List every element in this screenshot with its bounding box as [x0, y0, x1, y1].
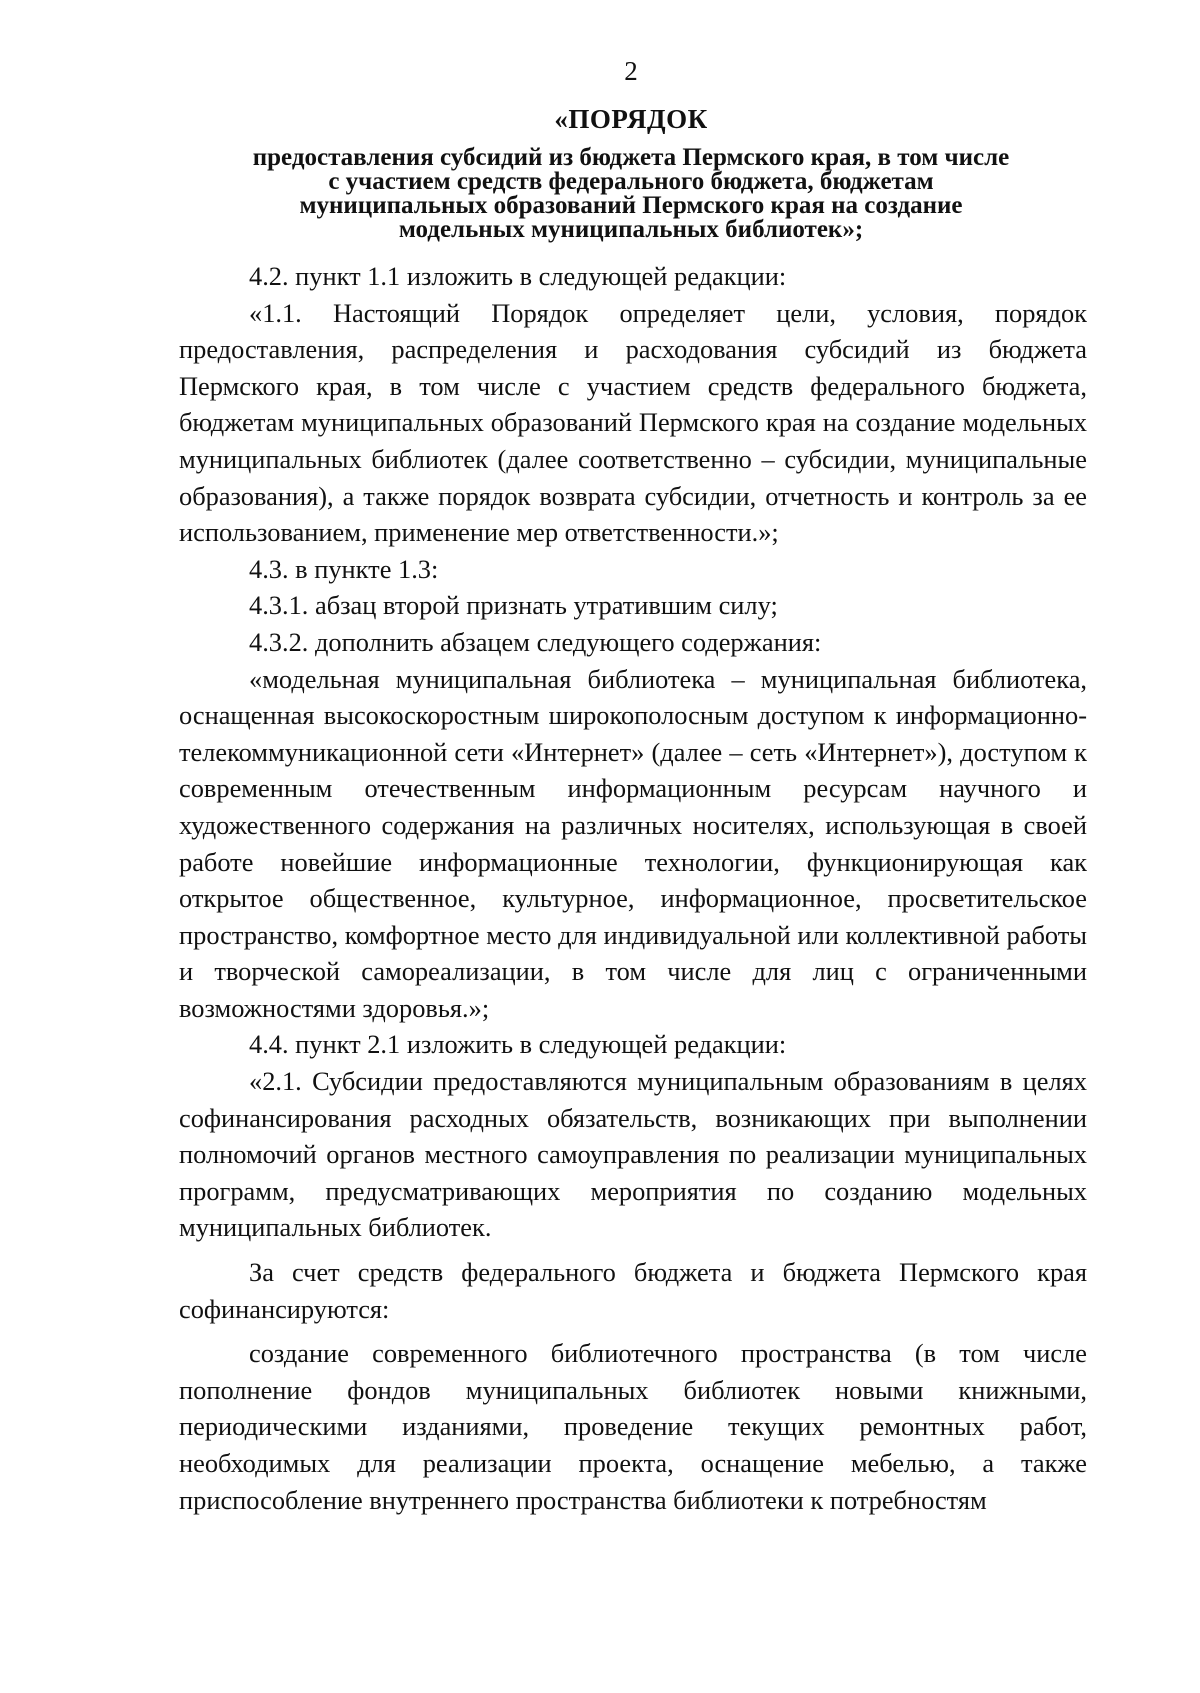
page-number: 2 — [624, 56, 638, 86]
paragraph-1-1-text: «1.1. Настоящий Порядок определяет цели, условия, порядок предоставления, распределения и расходования субсидий из бюджета Пермского края, в том числе с участием средств федерального бюджета, бюджетам муниципальных образований Пермского края на создание модельных муниципальных библиотек (далее соответственно – субсидии, муниципальные образования), а также порядок возврата субсидии, отчетность и контроль за ее использованием, применение мер ответственности.»; — [179, 297, 1087, 548]
subtitle-line: модельных муниципальных библиотек»; — [398, 216, 864, 243]
document-body — [179, 258, 1087, 1518]
paragraph-cofinancing-intro: За счет средств федерального бюджета и бюджета Пермского края софинансируются: — [179, 1257, 1087, 1324]
document-subtitle — [180, 146, 1082, 242]
paragraph-model-library-definition: «модельная муниципальная библиотека – муниципальная библиотека, оснащенная высокоскоростным широкополосным доступом к информационно-телекоммуникационной сети «Интернет» (далее – сеть «Интернет»), доступом к современным отечественным информационным ресурсам научного и художественного содержания на различных носителях, использующая в своей работе новейшие информационные технологии, функционирующая как открытое общественное, культурное, информационное, просветительское пространство, комфортное место для индивидуальной или коллективной работы и творческой самореализации, в том числе для лиц с ограниченными возможностями здоровья.»; — [179, 663, 1087, 1023]
subtitle-line: предоставления субсидий из бюджета Пермского края, в том числе — [252, 144, 1010, 171]
paragraph-4-3-2: 4.3.2. дополнить абзацем следующего содержания: — [249, 626, 822, 657]
subtitle-line: с участием средств федерального бюджета, бюджетам — [328, 168, 934, 195]
paragraph-4-3-1: 4.3.1. абзац второй признать утратившим силу; — [249, 590, 778, 621]
subtitle-line: муниципальных образований Пермского края на создание — [299, 192, 963, 219]
paragraph-2-1-text: «2.1. Субсидии предоставляются муниципальным образованиям в целях софинансирования расходных обязательств, возникающих при выполнении полномочий органов местного самоуправления по реализации муниципальных программ, предусматривающих мероприятия по созданию модельных муниципальных библиотек. — [179, 1066, 1087, 1243]
paragraph-4-2: 4.2. пункт 1.1 изложить в следующей редакции: — [249, 261, 787, 291]
document-title: «ПОРЯДОК — [554, 104, 708, 134]
paragraph-library-space: создание современного библиотечного пространства (в том числе пополнение фондов муниципальных библиотек новыми книжными, периодическими изданиями, проведение текущих ремонтных работ, необходимых для реализации проекта, оснащение мебелью, а также приспособление внутреннего пространства библиотеки к потребностям — [179, 1338, 1087, 1515]
paragraph-4-4: 4.4. пункт 2.1 изложить в следующей редакции: — [249, 1029, 787, 1060]
paragraph-4-3: 4.3. в пункте 1.3: — [249, 553, 439, 584]
